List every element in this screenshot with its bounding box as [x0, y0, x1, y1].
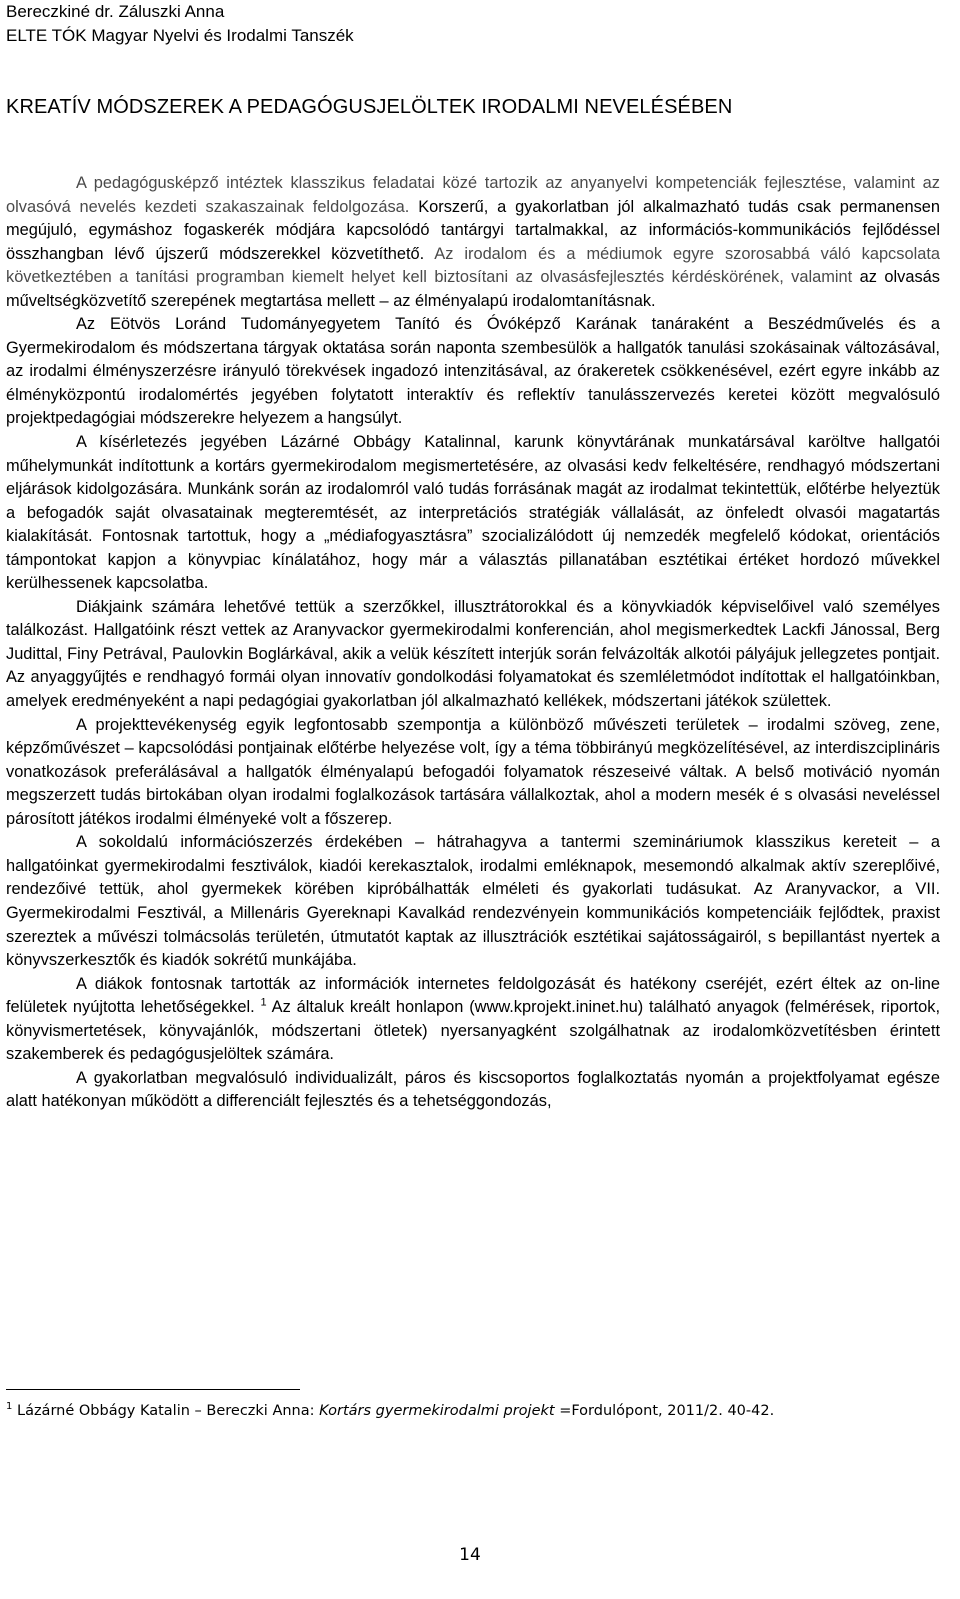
paragraph-text: Az általuk kreált honlapon (www.kprojekt.ininet.hu) található anyagok (felmérések, riportok, könyvismertetések, könyvajánlók, módszertani ötletek) nyersanyagként szolgálhatnak az irodalomközvetítésben érintett szakemberek és pedagógusjelöltek számára.	[6, 998, 940, 1064]
author-block	[6, 0, 354, 48]
paragraph: A kísérletezés jegyében Lázárné Obbágy Katalinnal, karunk könyvtárának munkatársával karöltve hallgatói műhelymunkát indítottunk a kortárs gyermekirodalom megismertetésére, az olvasási kedv felkeltésére, rendhagyó módszertani eljárások kidolgozására. Munkánk során az irodalomról való tudás forrásának magát az irodalmat tekintettük, előtérbe helyeztük a befogadók saját olvasatainak megteremtését, az interpretációs stratégiák vállalását, az önfeledt olvasói magatartás kialakítását. Fontosnak tartottuk, hogy a „médiafogyasztásra” szocializálódott új nemzedék megfelelő kódokat, orientációs támpontokat kapjon a könyvpiac kínálatához, hogy már a választás pillanatában esztétikai értéket hordozó művekkel kerülhessenek kapcsolatba.	[6, 433, 940, 593]
paragraph: A sokoldalú információszerzés érdekében – hátrahagyva a tantermi szemináriumok klasszikus kereteit – a hallgatóinkat gyermekirodalmi fesztiválok, kiadói kerekasztalok, irodalmi emléknapok, mesemondó alkalmak aktív szereplőivé, rendezőivé tettük, ahol gyermekek körében kipróbálhatták elméleti és gyakorlati tudásukat. Az Aranyvackor, a VII. Gyermekirodalmi Fesztivál, a Millenáris Gyereknapi Kavalkád rendezvényein kommunikációs kompetenciáik fejlődtek, praxist szereztek a művészi tolmácsolás területén, útmutatót kaptak az illusztrációk esztétikai sajátosságairól, s bepillantást nyertek a könyvszerkesztők és kiadók sokrétű munkájába.	[6, 833, 940, 970]
paragraph: A projekttevékenység egyik legfontosabb szempontja a különböző művészeti területek – irodalmi szöveg, zene, képzőművészet – kapcsolódási pontjainak előtérbe helyezése volt, így a téma többirányú megközelítésével, az interdiszciplináris vonatkozások preferálásával a hallgatók élményalapú befogadói folyamatok részeseivé váltak. A belső motiváció nyomán megszerzett tudás birtokában olyan irodalmi foglalkozások tartására vállalkoztak, ahol a modern mesék é s olvasási neveléssel párosított játékos irodalmi élményeké volt a főszerep.	[6, 715, 940, 828]
paragraph: Az Eötvös Loránd Tudományegyetem Tanító és Óvóképző Karának tanáraként a Beszédművelés és a Gyermekirodalom és módszertana tárgyak oktatása során naponta szembesülök a hallgatók tanulási szokásainak változásával, az irodalmi élményszerzésre irányuló törekvések ingadozó intenzitásával, az órakeretek csökkenésével, ezért egyre inkább az élményközpontú irodalomértés jegyében folytatott interaktív és reflektív tanulásszervezés keretei között megvalósuló projektpedagógiai módszerekre helyezem a hangsúlyt.	[6, 315, 940, 428]
paragraph	[6, 973, 940, 1067]
footnote-marker: 1	[6, 1401, 13, 1413]
footnote-source: =Fordulópont, 2011/2. 40-42.	[559, 1403, 775, 1419]
footnote-divider	[6, 1389, 300, 1390]
paragraph-text: Az irodalom és a médiumok egyre szorosabbá váló kapcsolata következtében a tanítási programban kiemelt helyet kell biztosítani az olvasásfejlesztés kérdéskörének, valamint	[6, 244, 940, 287]
paragraph-text: A pedagógusképző intéztek klasszikus feladatai közé tartozik az anyanyelvi kompetenciák fejlesztése, valamint az olvasóvá nevelés kezdeti szakaszainak feldolgozása.	[6, 174, 940, 216]
author-affiliation: ELTE TÓK Magyar Nyelvi és Irodalmi Tanszék	[6, 26, 354, 45]
footnote-authors: Lázárné Obbágy Katalin – Bereczki Anna:	[16, 1403, 315, 1419]
paragraph-text: Korszerű, a gyakorlatban jól alkalmazható tudás csak permanensen megújuló, egymáshoz fogaskerék módjára kapcsolódó tantárgyi tartalmakkal, az információs-kommunikációs fejlődéssel összhangban lévő újszerű módszerekkel közvetíthető.	[6, 197, 940, 263]
paragraph-text: A diákok fontosnak tartották az információk internetes feldolgozását és hatékony cseréjét, ezért éltek az on-line felületek nyújtotta lehetőségekkel.	[6, 974, 940, 1017]
paragraph: Diákjaink számára lehetővé tettük a szerzőkkel, illusztrátorokkal és a könyvkiadók képviselőivel való személyes találkozást. Hallgatóink részt vettek az Aranyvackor gyermekirodalmi konferencián, ahol megismerkedtek Lackfi Jánossal, Berg Judittal, Finy Petrával, Paulovkin Boglárkával, akik a velük készített interjúk során felvázolták alkotói pályájuk jellegzetes pontjait. Az anyaggyűjtés e rendhagyó formái olyan innovatív gondolkodási folyamatokat és szemléletmódot indítottak el hallgatóinkban, amelyek eredményeként a napi pedagógiai gyakorlatban jól alkalmazható kellékek, módszertani játékok születtek.	[6, 597, 940, 711]
author-name: Bereczkiné dr. Záluszki Anna	[6, 2, 225, 21]
paragraph-text: az olvasás műveltségközvetítő szerepének megtartása mellett – az élményalapú irodalomtanításnak.	[6, 268, 940, 310]
paragraph: A gyakorlatban megvalósuló individualizált, páros és kiscsoportos foglalkoztatás nyomán a projektfolyamat egésze alatt hatékonyan működött a differenciált fejlesztés és a tehetséggondozás,	[6, 1068, 940, 1111]
footnote-reference[interactable]: 1	[260, 996, 267, 1009]
article-title: KREATÍV MÓDSZEREK A PEDAGÓGUSJELÖLTEK IRODALMI NEVELÉSÉBEN	[6, 96, 733, 118]
page-number: 14	[459, 1545, 481, 1565]
paragraph	[6, 172, 940, 313]
footnote-work-title: Kortárs gyermekirodalmi projekt	[319, 1403, 555, 1419]
footnote	[6, 1401, 774, 1421]
article-body	[6, 172, 940, 1114]
